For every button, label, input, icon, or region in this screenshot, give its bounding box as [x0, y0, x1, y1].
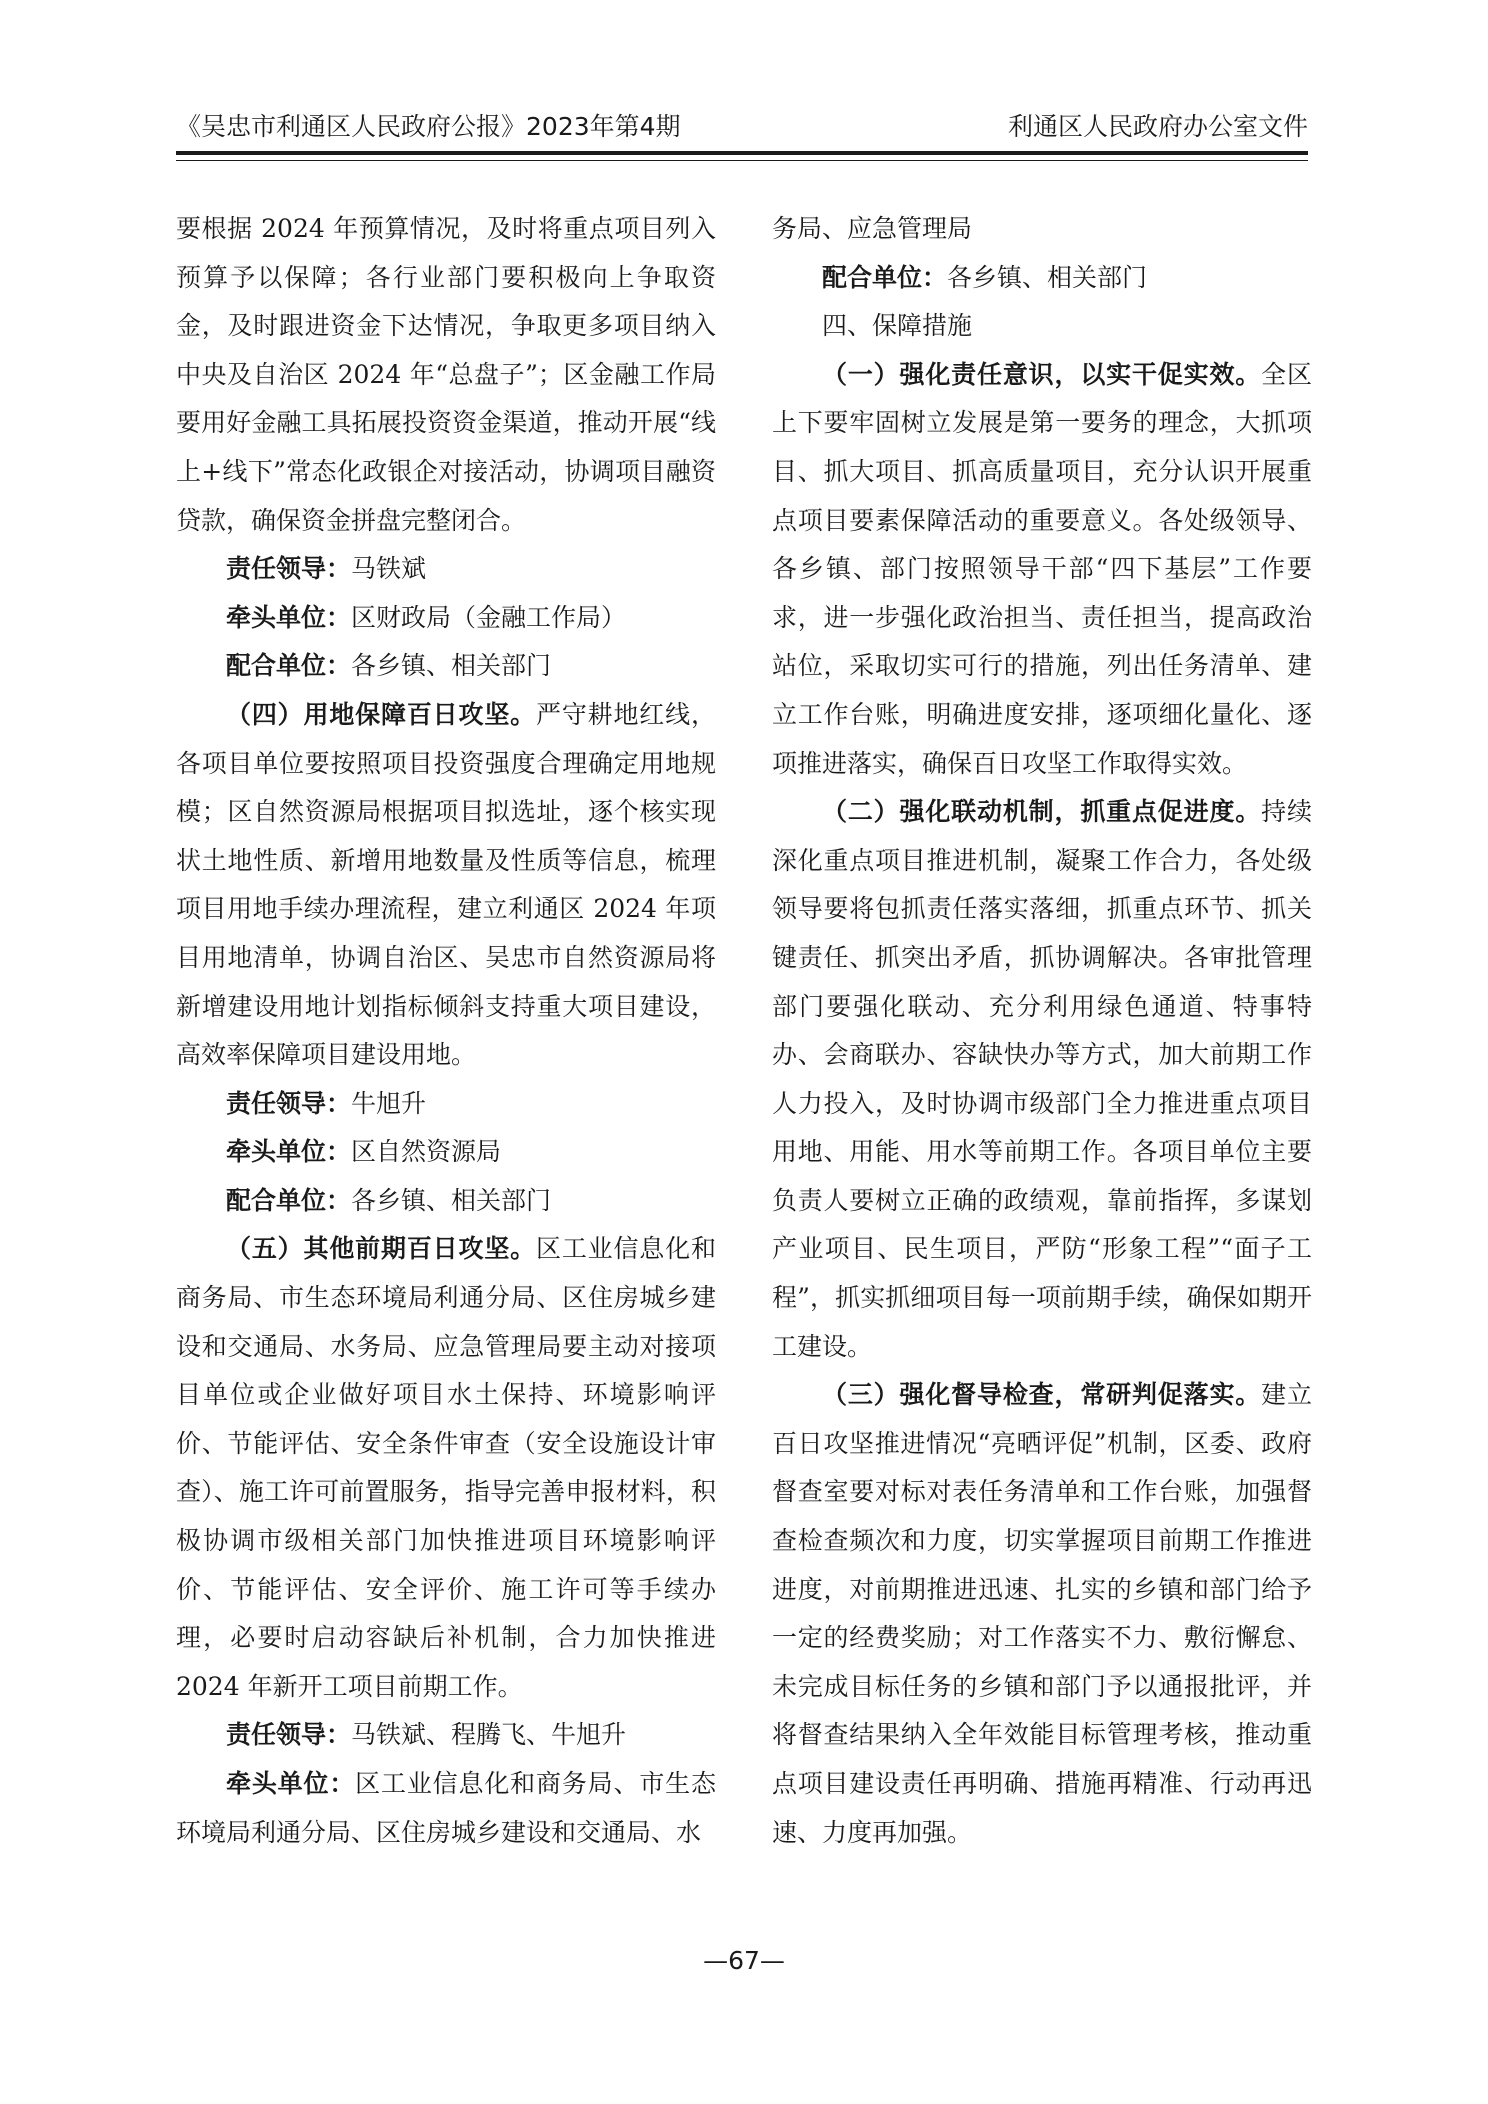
measure-body: 全区上下要牢固树立发展是第一要务的理念，大抓项目、抓大项目、抓高质量项目，充分认识开展重点项目要素保障活动的重要意义。各处级领导、各乡镇、部门按照领导干部“四下基层”工作要求，进一步强化政治担当、责任担当，提高政治站位，采取切实可行的措施，列出任务清单、建立工作台账，明确进度安排，逐项细化量化、逐项推进落实，确保百日攻坚工作取得实效。 [772, 359, 1312, 778]
lead-unit-value: 区工业信息化和商务局、市生态环境局利通分局、区住房城乡建设和交通局、水 [176, 1769, 716, 1847]
lead-unit-label: 牵头单位： [226, 1137, 352, 1167]
responsible-leader-label: 责任领导： [226, 554, 352, 584]
responsible-leader-line [176, 1080, 716, 1129]
cooperating-unit-label: 配合单位： [226, 1185, 352, 1215]
header-publication-title: 《吴忠市利通区人民政府公报》2023年第4期 [176, 112, 681, 141]
cooperating-unit-value: 各乡镇、相关部门 [351, 1185, 552, 1215]
cooperating-unit-value: 各乡镇、相关部门 [351, 651, 552, 681]
responsible-leader-line [176, 1711, 716, 1760]
measure-body: 建立百日攻坚推进情况“亮晒评促”机制，区委、政府督查室要对标对表任务清单和工作台账，加强督查检查频次和力度，切实掌握项目前期工作推进进度，对前期推进迅速、扎实的乡镇和部门给予一定的经费奖励；对工作落实不力、敷衍懈怠、未完成目标任务的乡镇和部门予以通报批评，并将督查结果纳入全年效能目标管理考核，推动重点项目建设责任再明确、措施再精准、行动再迅速、力度再加强。 [772, 1380, 1312, 1847]
lead-unit-line [176, 594, 716, 643]
measure-body: 持续深化重点项目推进机制，凝聚工作合力，各处级领导要将包抓责任落实落细，抓重点环节、抓关键责任、抓突出矛盾，抓协调解决。各审批管理部门要强化联动、充分利用绿色通道、特事特办、会商联办、容缺快办等方式，加大前期工作人力投入，及时协调市级部门全力推进重点项目用地、用能、用水等前期工作。各项目单位主要负责人要树立正确的政绩观，靠前指挥，多谋划产业项目、民生项目，严防“形象工程”“面子工程”，抓实抓细项目每一项前期手续，确保如期开工建设。 [772, 797, 1312, 1361]
section-title: （四）用地保障百日攻坚。 [226, 699, 536, 729]
lead-unit-value: 区自然资源局 [351, 1137, 502, 1167]
lead-unit-value: 区财政局（金融工作局） [351, 602, 627, 632]
responsible-leader-value: 牛旭升 [351, 1088, 427, 1118]
responsible-leader-label: 责任领导： [226, 1720, 352, 1750]
section-heading: 四、保障措施 [822, 311, 973, 341]
measure-title: （三）强化督导检查，常研判促落实。 [822, 1380, 1262, 1410]
continued-paragraph: 要根据 2024 年预算情况，及时将重点项目列入预算予以保障；各行业部门要积极向上争取资金，及时跟进资金下达情况，争取更多项目纳入中央及自治区 2024 年“总盘子”；区金融工作局要用好金融工具拓展投资资金渠道，推动开展“线上+线下”常态化政银企对接活动，协调项目融资贷款，确保资金拼盘完整闭合。 [176, 214, 716, 535]
measure-supervision [772, 1371, 1312, 1857]
section-other-preliminary [176, 1225, 716, 1711]
cooperating-unit-label: 配合单位： [822, 262, 948, 292]
lead-unit-label: 牵头单位： [226, 1769, 356, 1798]
header-rule-thin [176, 160, 1308, 161]
cooperating-unit-label: 配合单位： [226, 651, 352, 681]
measure-responsibility [772, 351, 1312, 788]
right-column [772, 205, 1312, 1857]
measure-linkage [772, 788, 1312, 1371]
lead-unit-label: 牵头单位： [226, 602, 352, 632]
header-issuer: 利通区人民政府办公室文件 [1007, 112, 1308, 141]
continued-lead-unit: 务局、应急管理局 [772, 214, 973, 243]
responsible-leader-line [176, 545, 716, 594]
header-rule-thick [176, 151, 1308, 155]
lead-unit-line [176, 1760, 716, 1857]
section-title: （五）其他前期百日攻坚。 [226, 1234, 536, 1264]
section-land-guarantee [176, 691, 716, 1080]
lead-unit-line [176, 1128, 716, 1177]
running-header [176, 107, 1308, 147]
responsible-leader-value: 马铁斌、程腾飞、牛旭升 [351, 1720, 627, 1750]
measure-title: （一）强化责任意识，以实干促实效。 [822, 359, 1262, 389]
section-body: 区工业信息化和商务局、市生态环境局利通分局、区住房城乡建设和交通局、水务局、应急管理局要主动对接项目单位或企业做好项目水土保持、环境影响评价、节能评估、安全条件审查（安全设施设计审查）、施工许可前置服务，指导完善申报材料，积极协调市级相关部门加快推进项目环境影响评价、节能评估、安全评价、施工许可等手续办理，必要时启动容缺后补机制，合力加快推进2024 年新开工项目前期工作。 [176, 1234, 716, 1701]
cooperating-unit-line [772, 254, 1312, 303]
cooperating-unit-line [176, 1177, 716, 1226]
cooperating-unit-value: 各乡镇、相关部门 [947, 262, 1148, 292]
section-body: 严守耕地红线，各项目单位要按照项目投资强度合理确定用地规模；区自然资源局根据项目拟选址，逐个核实现状土地性质、新增用地数量及性质等信息，梳理项目用地手续办理流程，建立利通区 2024 年项目用地清单，协调自治区、吴忠市自然资源局将新增建设用地计划指标倾斜支持重大项目建设，高效率保障项目建设用地。 [176, 699, 716, 1070]
page-number: —67— [703, 1946, 785, 1975]
cooperating-unit-line [176, 642, 716, 691]
left-column [176, 205, 716, 1857]
responsible-leader-value: 马铁斌 [351, 554, 427, 584]
responsible-leader-label: 责任领导： [226, 1088, 352, 1118]
measure-title: （二）强化联动机制，抓重点促进度。 [822, 797, 1262, 827]
